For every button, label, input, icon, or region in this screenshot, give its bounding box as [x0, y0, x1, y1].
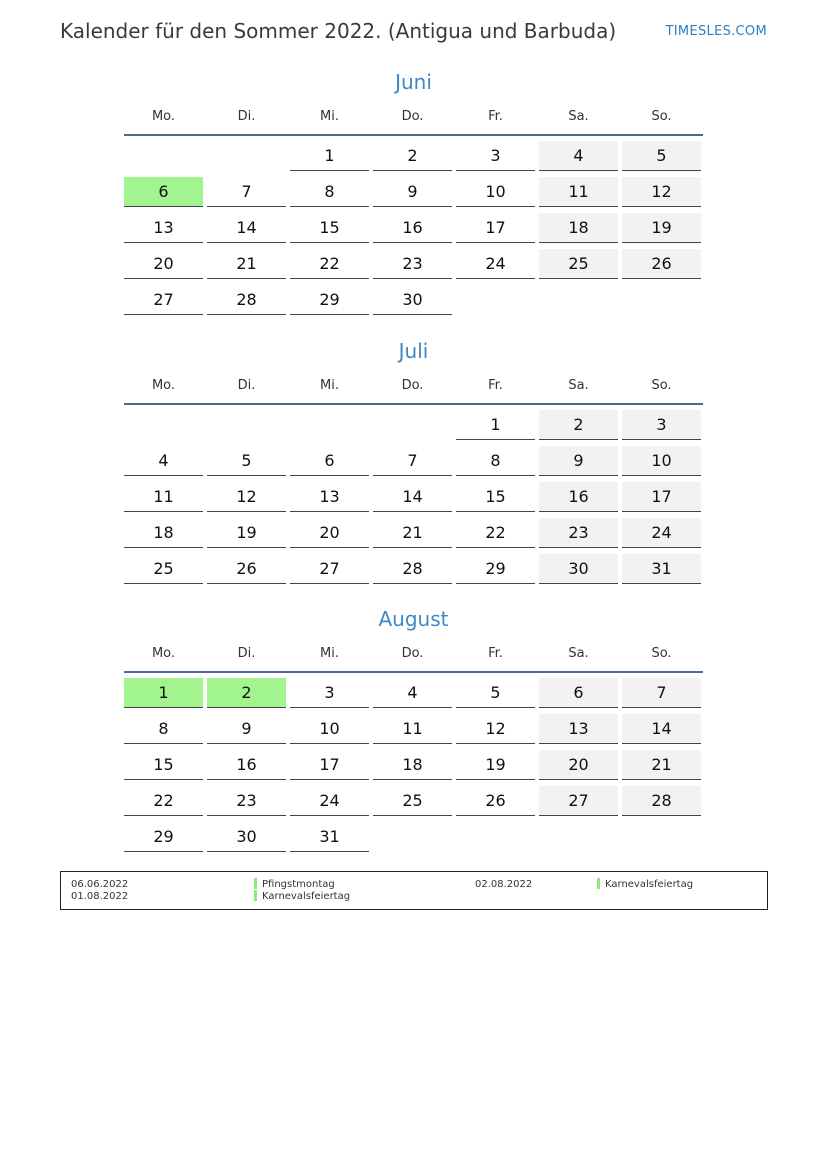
day-cell[interactable]: 29: [456, 554, 535, 584]
day-cell[interactable]: 28: [373, 554, 452, 584]
empty-day-cell: [622, 285, 701, 314]
weekday-label: Di.: [237, 109, 256, 124]
day-cell[interactable]: 30: [539, 554, 618, 584]
weekday-label: Do.: [401, 378, 424, 393]
day-cell[interactable]: 11: [539, 177, 618, 207]
day-cell[interactable]: 16: [373, 213, 452, 243]
legend-date: 01.08.2022: [71, 891, 129, 902]
weekday-label: Mi.: [320, 378, 339, 393]
day-cell[interactable]: 17: [456, 213, 535, 243]
day-cell[interactable]: 15: [124, 750, 203, 780]
weekday-label: Di.: [237, 378, 256, 393]
empty-day-cell: [124, 410, 203, 439]
legend-holiday-name: Pfingstmontag: [262, 879, 335, 890]
day-cell[interactable]: 23: [539, 518, 618, 548]
day-cell[interactable]: 2: [373, 141, 452, 171]
day-cell[interactable]: 5: [456, 678, 535, 708]
day-cell[interactable]: 14: [207, 213, 286, 243]
day-cell[interactable]: 18: [124, 518, 203, 548]
day-cell[interactable]: 17: [290, 750, 369, 780]
day-cell[interactable]: 19: [622, 213, 701, 243]
weekday-label: Di.: [237, 646, 256, 661]
weekday-label: Sa.: [568, 378, 589, 393]
day-cell[interactable]: 9: [207, 714, 286, 744]
day-cell[interactable]: 21: [373, 518, 452, 548]
day-cell[interactable]: 1: [124, 678, 203, 708]
day-cell[interactable]: 5: [622, 141, 701, 171]
day-cell[interactable]: 23: [207, 786, 286, 816]
day-cell[interactable]: 22: [290, 249, 369, 279]
day-cell[interactable]: 16: [539, 482, 618, 512]
legend-date: 02.08.2022: [475, 879, 533, 890]
day-cell[interactable]: 12: [207, 482, 286, 512]
day-cell[interactable]: 24: [456, 249, 535, 279]
month-title: Juli: [398, 339, 429, 363]
day-cell[interactable]: 8: [456, 446, 535, 476]
day-cell[interactable]: 12: [456, 714, 535, 744]
day-cell[interactable]: 31: [290, 822, 369, 852]
day-cell[interactable]: 28: [622, 786, 701, 816]
day-cell[interactable]: 6: [539, 678, 618, 708]
week-row: [124, 446, 703, 477]
weekday-label: So.: [651, 646, 672, 661]
day-cell[interactable]: 6: [124, 177, 203, 207]
day-cell[interactable]: 21: [207, 249, 286, 279]
empty-day-cell: [124, 141, 203, 170]
page-title: Kalender für den Sommer 2022. (Antigua und Barbuda): [60, 19, 617, 43]
day-cell[interactable]: 4: [124, 446, 203, 476]
day-cell[interactable]: 13: [539, 714, 618, 744]
holiday-marker-icon: [597, 878, 600, 889]
weekday-header: [124, 373, 703, 405]
weekday-label: Mi.: [320, 109, 339, 124]
day-cell[interactable]: 15: [456, 482, 535, 512]
day-cell[interactable]: 16: [207, 750, 286, 780]
week-row: [124, 786, 703, 817]
day-cell[interactable]: 8: [290, 177, 369, 207]
weekday-label: Mo.: [151, 646, 176, 661]
day-cell[interactable]: 15: [290, 213, 369, 243]
day-cell[interactable]: 30: [207, 822, 286, 852]
day-cell[interactable]: 27: [290, 554, 369, 584]
legend-holiday-name: Karnevalsfeiertag: [605, 879, 694, 890]
day-cell[interactable]: 26: [622, 249, 701, 279]
day-cell[interactable]: 11: [124, 482, 203, 512]
day-cell[interactable]: 19: [456, 750, 535, 780]
holiday-marker-icon: [254, 878, 257, 889]
day-cell[interactable]: 2: [539, 410, 618, 440]
day-cell[interactable]: 30: [373, 285, 452, 315]
holiday-marker-icon: [254, 890, 257, 901]
day-cell[interactable]: 7: [207, 177, 286, 207]
week-row: [124, 714, 703, 745]
day-cell[interactable]: 7: [373, 446, 452, 476]
month-calendar: [124, 68, 703, 316]
day-cell[interactable]: 14: [622, 714, 701, 744]
day-cell[interactable]: 10: [456, 177, 535, 207]
site-link[interactable]: TIMESLES.COM: [665, 24, 767, 39]
empty-day-cell: [456, 822, 535, 851]
week-row: [124, 482, 703, 513]
day-cell[interactable]: 14: [373, 482, 452, 512]
day-cell[interactable]: 24: [290, 786, 369, 816]
week-row: [124, 554, 703, 585]
day-cell[interactable]: 9: [539, 446, 618, 476]
weekday-label: So.: [651, 378, 672, 393]
day-cell[interactable]: 26: [207, 554, 286, 584]
weekday-label: Fr.: [488, 109, 503, 124]
empty-day-cell: [539, 822, 618, 851]
week-row: [124, 141, 703, 172]
day-cell[interactable]: 1: [290, 141, 369, 171]
day-cell[interactable]: 20: [539, 750, 618, 780]
weekday-label: Do.: [401, 109, 424, 124]
month-calendar: [124, 605, 703, 853]
day-cell[interactable]: 27: [124, 285, 203, 315]
day-cell[interactable]: 12: [622, 177, 701, 207]
week-row: [124, 410, 703, 441]
weekday-header: [124, 641, 703, 673]
day-cell[interactable]: 10: [622, 446, 701, 476]
day-cell[interactable]: 6: [290, 446, 369, 476]
week-row: [124, 518, 703, 549]
weekday-label: Fr.: [488, 646, 503, 661]
day-cell[interactable]: 25: [124, 554, 203, 584]
week-row: [124, 213, 703, 244]
empty-day-cell: [290, 410, 369, 439]
day-cell[interactable]: 31: [622, 554, 701, 584]
day-cell[interactable]: 8: [124, 714, 203, 744]
empty-day-cell: [207, 141, 286, 170]
day-cell[interactable]: 17: [622, 482, 701, 512]
day-cell[interactable]: 20: [124, 249, 203, 279]
empty-day-cell: [373, 822, 452, 851]
day-cell[interactable]: 29: [290, 285, 369, 315]
day-cell[interactable]: 4: [539, 141, 618, 171]
day-cell[interactable]: 23: [373, 249, 452, 279]
empty-day-cell: [622, 822, 701, 851]
empty-day-cell: [373, 410, 452, 439]
weekday-label: So.: [651, 109, 672, 124]
empty-day-cell: [539, 285, 618, 314]
legend-holiday-name: Karnevalsfeiertag: [262, 891, 351, 902]
day-cell[interactable]: 25: [539, 249, 618, 279]
week-row: [124, 750, 703, 781]
day-cell[interactable]: 7: [622, 678, 701, 708]
day-cell[interactable]: 26: [456, 786, 535, 816]
month-calendar: [124, 337, 703, 585]
weekday-label: Do.: [401, 646, 424, 661]
week-row: [124, 678, 703, 709]
weekday-label: Fr.: [488, 378, 503, 393]
legend-date: 06.06.2022: [71, 879, 129, 890]
day-cell[interactable]: 29: [124, 822, 203, 852]
weekday-label: Mo.: [151, 378, 176, 393]
day-cell[interactable]: 13: [124, 213, 203, 243]
day-cell[interactable]: 10: [290, 714, 369, 744]
day-cell[interactable]: 20: [290, 518, 369, 548]
week-row: [124, 285, 703, 316]
day-cell[interactable]: 2: [207, 678, 286, 708]
day-cell[interactable]: 22: [124, 786, 203, 816]
day-cell[interactable]: 5: [207, 446, 286, 476]
weekday-label: Mi.: [320, 646, 339, 661]
day-cell[interactable]: 18: [539, 213, 618, 243]
empty-day-cell: [456, 285, 535, 314]
day-cell[interactable]: 28: [207, 285, 286, 315]
month-title: Juni: [395, 70, 432, 94]
day-cell[interactable]: 21: [622, 750, 701, 780]
day-cell[interactable]: 11: [373, 714, 452, 744]
week-row: [124, 822, 703, 853]
day-cell[interactable]: 13: [290, 482, 369, 512]
day-cell[interactable]: 3: [456, 141, 535, 171]
weekday-label: Sa.: [568, 646, 589, 661]
day-cell[interactable]: 24: [622, 518, 701, 548]
week-row: [124, 249, 703, 280]
day-cell[interactable]: 22: [456, 518, 535, 548]
day-cell[interactable]: 9: [373, 177, 452, 207]
month-title: August: [378, 607, 449, 631]
day-cell[interactable]: 19: [207, 518, 286, 548]
weekday-label: Mo.: [151, 109, 176, 124]
weekday-header: [124, 104, 703, 136]
day-cell[interactable]: 18: [373, 750, 452, 780]
holiday-legend: [60, 871, 768, 910]
empty-day-cell: [207, 410, 286, 439]
day-cell[interactable]: 1: [456, 410, 535, 440]
day-cell[interactable]: 27: [539, 786, 618, 816]
day-cell[interactable]: 3: [622, 410, 701, 440]
day-cell[interactable]: 3: [290, 678, 369, 708]
weekday-label: Sa.: [568, 109, 589, 124]
day-cell[interactable]: 25: [373, 786, 452, 816]
day-cell[interactable]: 4: [373, 678, 452, 708]
week-row: [124, 177, 703, 208]
